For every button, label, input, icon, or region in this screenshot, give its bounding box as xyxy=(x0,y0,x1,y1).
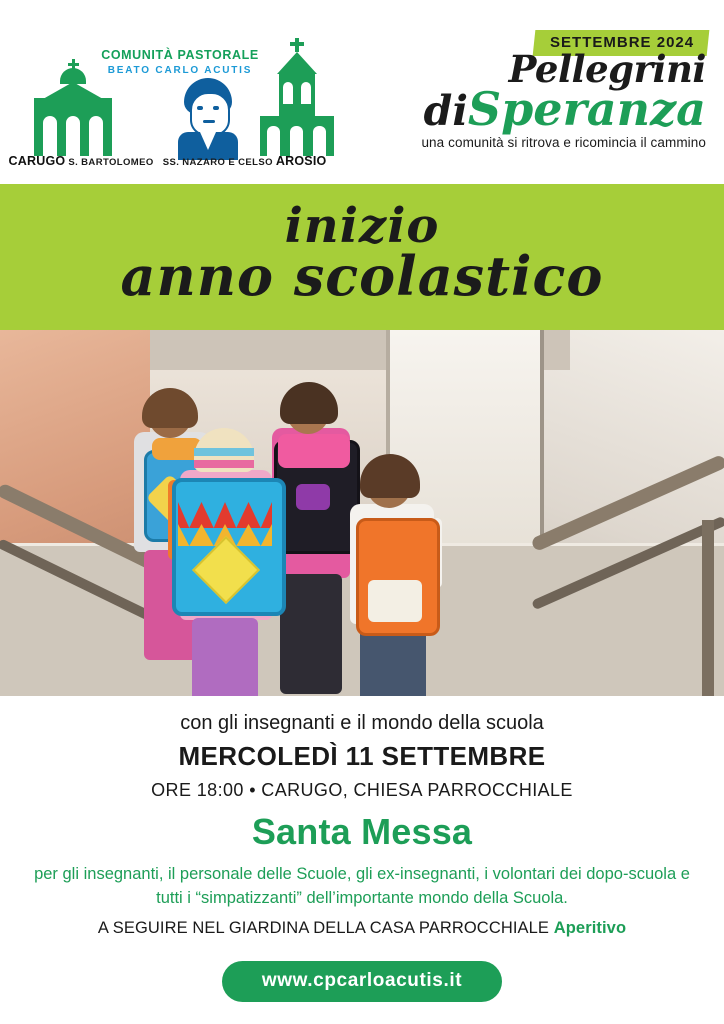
campaign-brand xyxy=(334,47,706,150)
brand-line-2-big: Speranza xyxy=(467,82,706,137)
poster-title xyxy=(0,198,724,308)
brand-line-2-small: di xyxy=(423,87,468,136)
poster-footer xyxy=(0,961,724,1002)
bell-tower-icon xyxy=(260,38,334,156)
parish-left-name: S. BARTOLOMEO xyxy=(68,157,154,168)
website-link[interactable] xyxy=(222,961,502,1002)
church-building-icon xyxy=(34,68,112,156)
brand-line-2 xyxy=(334,82,706,137)
photo-child-4 xyxy=(332,460,462,696)
brand-tagline: una comunità si ritrova e ricomincia il cammino xyxy=(421,134,706,150)
parish-left-town: CARUGO xyxy=(8,154,66,168)
event-after-prefix: A SEGUIRE NEL GIARDINA DELLA CASA PARROCCHIALE xyxy=(97,918,554,937)
poster-title-line-1: inizio xyxy=(284,198,440,254)
photo-children-on-stairs xyxy=(0,330,724,696)
parish-names xyxy=(0,154,335,168)
event-details xyxy=(0,696,724,938)
event-audience-line: con gli insegnanti e il mondo della scuola xyxy=(180,712,544,734)
event-title: Santa Messa xyxy=(251,811,473,852)
event-date: MERCOLEDÌ 11 SETTEMBRE xyxy=(178,741,546,771)
event-after-line xyxy=(24,919,700,938)
brand-line-1: Pellegrini xyxy=(508,47,706,91)
title-band xyxy=(0,184,724,330)
date-badge-label: SETTEMBRE 2024 xyxy=(550,34,695,51)
event-description: per gli insegnanti, il personale delle Scuole, gli ex-insegnanti, i volontari dei dopo-scuola e tutti i “simpatizzanti” dell’importante mondo della Scuola. xyxy=(34,865,690,907)
photo-handrail-right xyxy=(534,460,724,696)
community-title: COMUNITÀ PASTORALE xyxy=(101,48,259,62)
carlo-acutis-portrait-icon xyxy=(172,78,244,160)
poster-header xyxy=(0,0,724,184)
parish-right-name: SS. NAZARO E CELSO xyxy=(162,157,273,168)
community-subtitle: BEATO CARLO ACUTIS xyxy=(107,65,253,76)
event-time-place: ORE 18:00 • CARUGO, CHIESA PARROCCHIALE xyxy=(151,780,573,800)
photo-child-2 xyxy=(166,428,296,696)
website-label: www.cpcarloacutis.it xyxy=(261,970,463,991)
parish-right-town: AROSIO xyxy=(275,154,327,168)
event-after-highlight: Aperitivo xyxy=(553,918,627,937)
poster-title-line-2: anno scolastico xyxy=(120,243,604,308)
